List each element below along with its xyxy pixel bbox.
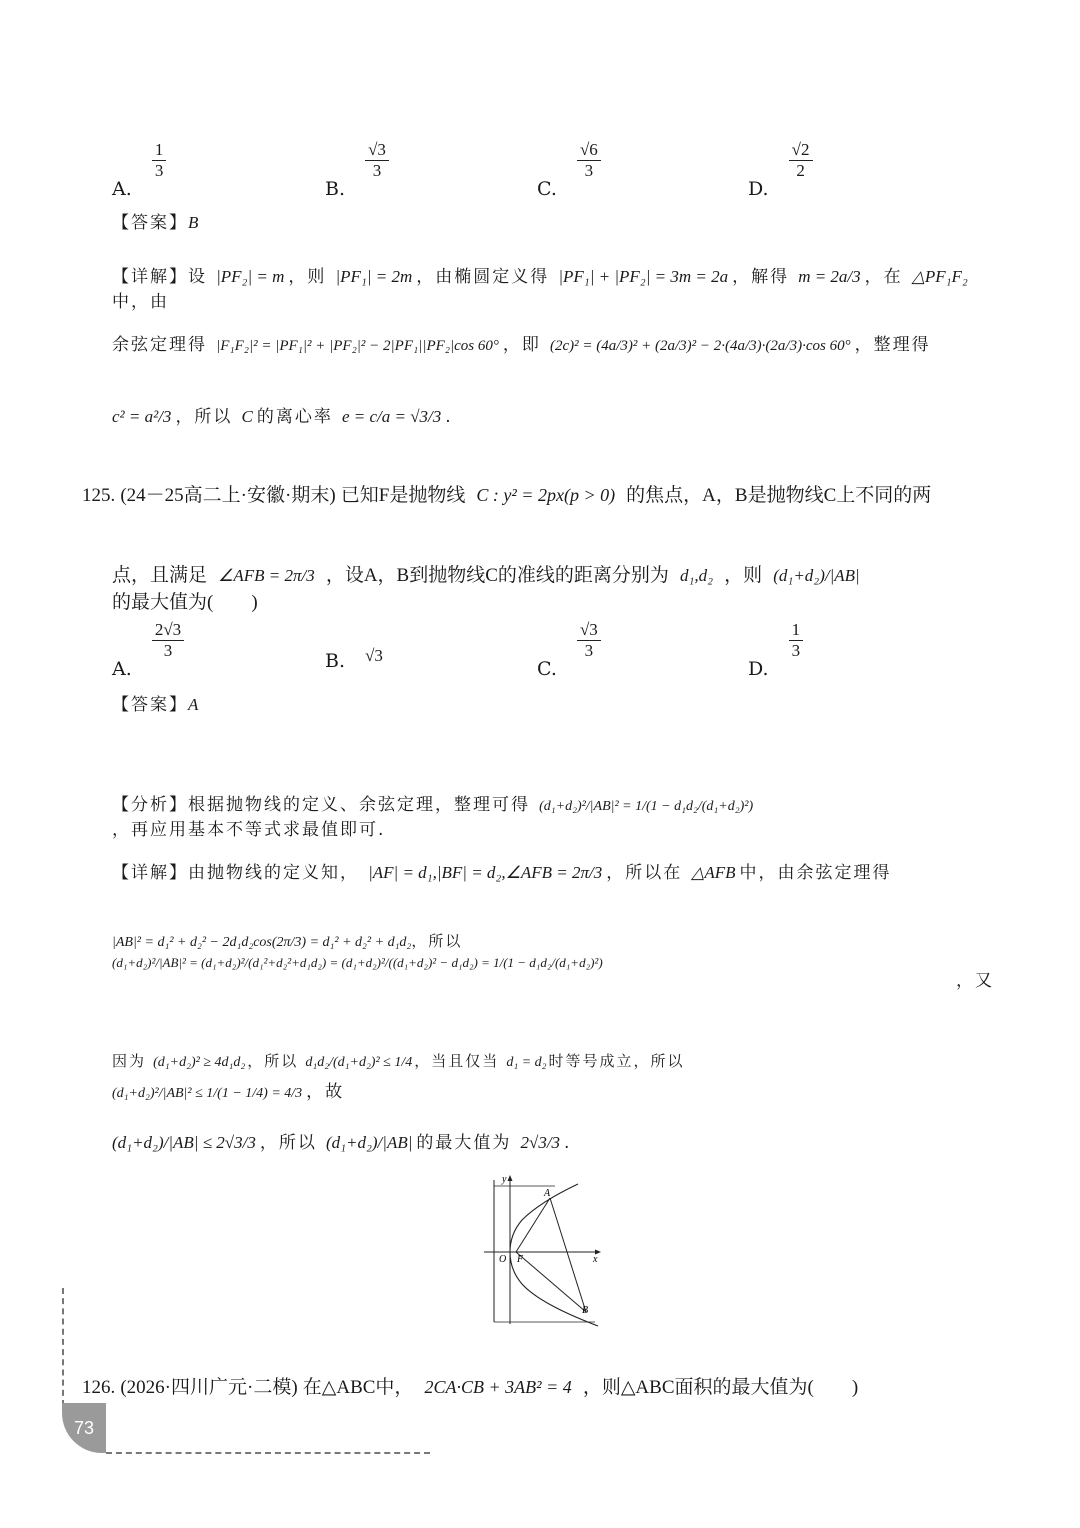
q125-answer: 【答案】A [112, 695, 201, 715]
q124-answer: 【答案】B [112, 213, 201, 233]
q124-option-b[interactable]: B. $\frac{√3}{3}$ [325, 140, 389, 180]
label-o: O [499, 1254, 507, 1265]
q124-detail-line3: c² = a²/3 ，所以 C 的离心率 e = c/a = √3/3 . [112, 407, 453, 427]
q125-detail-line1: 【详解】由抛物线的定义知， |AF| = d₁,|BF| = d₂,∠AFB = 2π/3 ，所以在 △AFB 中，由余弦定理得 [112, 863, 892, 883]
q125-option-d[interactable]: D. $\frac{1}{3}$ [748, 620, 803, 660]
parabola-figure [480, 1172, 610, 1332]
q125-analysis: 【分析】根据抛物线的定义、余弦定理，整理可得 (d₁+d₂)²/|AB|² = 1/(1 − d₁d₂/(d₁+d₂)²) ，再应用基本不等式求最值即可. [112, 795, 754, 840]
q125-option-b[interactable]: B. √3 [325, 646, 383, 672]
q125-detail-line3: 因为 (d₁+d₂)² ≥ 4d₁d₂ ，所以 d₁d₂/(d₁+d₂)² ≤ 1/4 ，当且仅当 d₁ = d₂ 时等号成立，所以 (d₁+d₂)²/|AB|² ≤ 1/(1 − 1/4) = 4/3 ，故 [112, 1052, 685, 1102]
q124-option-d[interactable]: D. $\frac{√2}{2}$ [748, 140, 813, 180]
q124-detail-line2: 余弦定理得 |F₁F₂|² = |PF₁|² + |PF₂|² − 2|PF₁||PF₂|cos 60° ，即 (2c)² = (4a/3)² + (2a/3)² − 2·(4a/3)·(2a/3)·cos 60° ，整理得 [112, 335, 931, 355]
y-axis-arrow [508, 1175, 513, 1181]
q125-stem-line1: 125. (24－25高二上·安徽·期末) 已知F是抛物线 C : y² = 2px(p > 0) 的焦点，A，B是抛物线C上不同的两 [82, 485, 932, 506]
q125-stem-line2: 点，且满足 ∠AFB = 2π/3 ，设A，B到抛物线C的准线的距离分别为 d₁,d₂ ，则 (d₁+d₂)/|AB| 的最大值为( ) [112, 565, 860, 613]
label-f: F [517, 1254, 524, 1265]
q126-stem: 126. (2026·四川广元·二模) 在△ABC中， 2CA·CB + 3AB² = 4 ，则△ABC面积的最大值为( ) [82, 1377, 859, 1398]
q125-option-a[interactable]: A. $\frac{2√3}{3}$ [112, 620, 184, 660]
segment-fb [516, 1252, 586, 1312]
label-y: y [502, 1174, 507, 1185]
label-a: A [544, 1188, 551, 1199]
q125-detail-line4: (d₁+d₂)/|AB| ≤ 2√3/3 ，所以 (d₁+d₂)/|AB| 的最大值为 2√3/3 . [112, 1133, 572, 1153]
q125-detail-line2: |AB|² = d₁² + d₂² − 2d₁d₂cos(2π/3) = d₁² + d₂² + d₁d₂，所以 (d₁+d₂)²/|AB|² = (d₁+d₂)²/(d₁²+d₂²+d₁d₂) = (d₁+d₂)²/((d₁+d₂)² − d₁d₂) = 1/(1 − d₁d₂/(d₁+d₂)²) ，又 [112, 932, 994, 991]
page-bottom-dashes [106, 1452, 430, 1454]
label-b: B [582, 1305, 589, 1316]
segment-fa [516, 1198, 550, 1252]
label-x: x [593, 1254, 598, 1265]
q124-detail-line1: 【详解】设 |PF₂| = m ，则 |PF₁| = 2m ，由椭圆定义得 |PF₁| + |PF₂| = 3m = 2a ，解得 m = 2a/3 ，在 △PF₁F₂中，由 [112, 267, 968, 312]
segment-ab [550, 1198, 586, 1312]
page-margin-dashes [62, 1288, 64, 1406]
page-number: 73 [62, 1403, 106, 1453]
q125-option-c[interactable]: C. $\frac{√3}{3}$ [537, 620, 601, 660]
q124-option-a[interactable]: A. $\frac{1}{3}$ [112, 140, 166, 180]
q124-option-c[interactable]: C. $\frac{√6}{3}$ [537, 140, 601, 180]
